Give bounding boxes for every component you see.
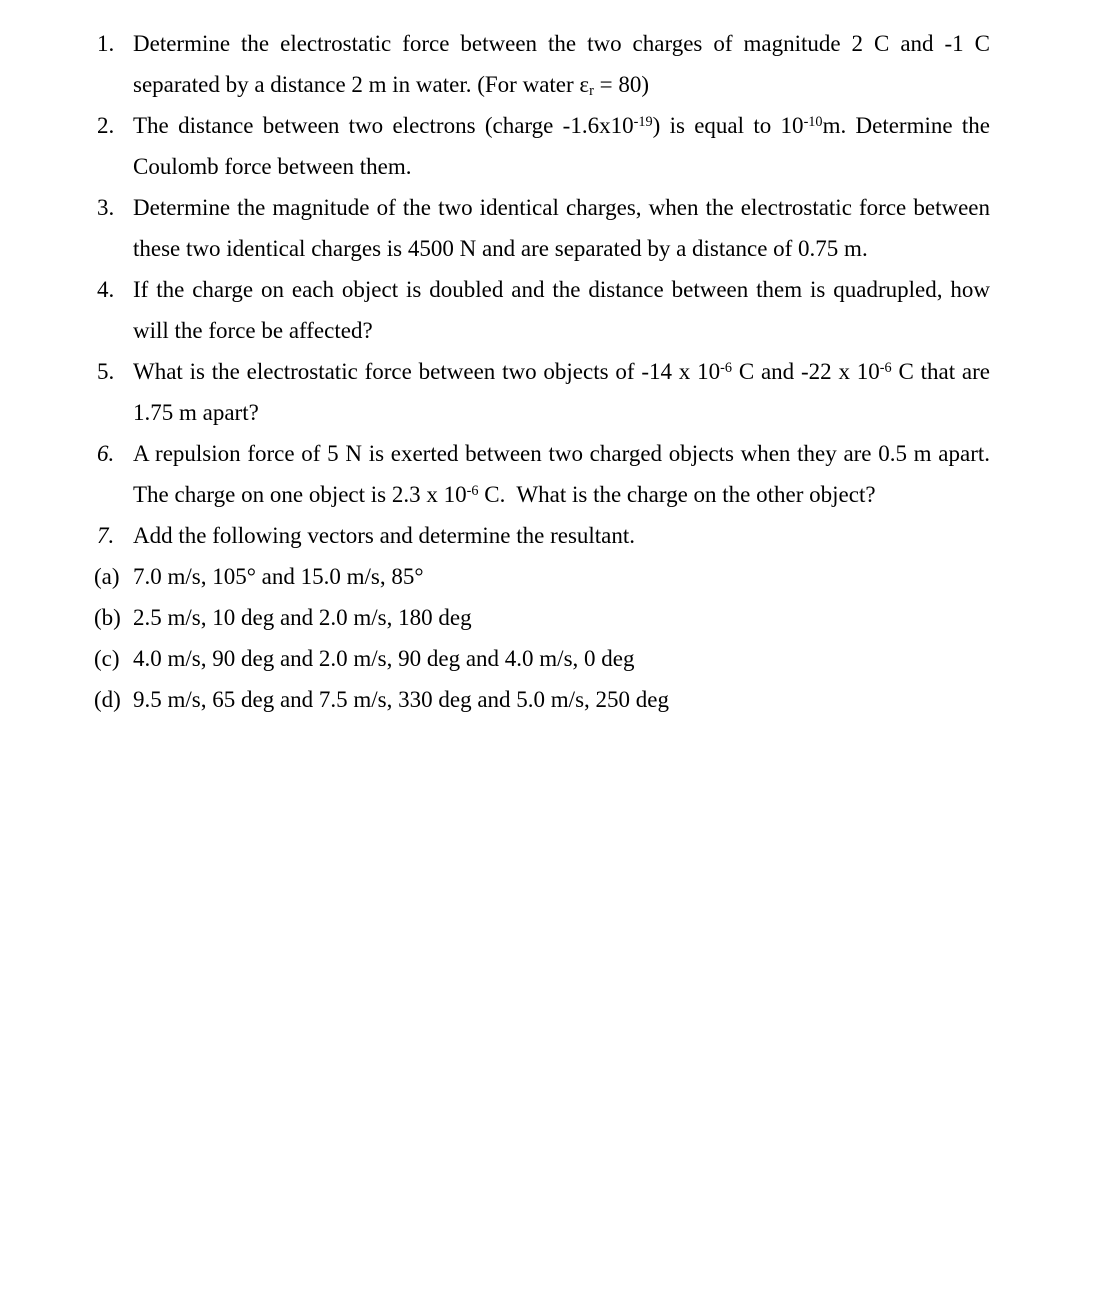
vector-subitem-marker: (d) — [94, 687, 121, 712]
problem-item-text — [133, 113, 990, 179]
text-run: C. What is the charge on the other object? — [478, 482, 876, 507]
problem-item-text — [133, 277, 990, 343]
vector-subitem-text — [133, 646, 635, 671]
vector-subitem-marker: (b) — [94, 605, 121, 630]
problem-list — [94, 23, 990, 720]
text-run: Determine the magnitude of the two identical charges, when the electrostatic force between these two identical charges is 4500 N and are separated by a distance of 0.75 m. — [133, 195, 990, 261]
problem-item-text — [133, 441, 990, 507]
text-run: 4.0 m/s, 90 deg and 2.0 m/s, 90 deg and 4.0 m/s, 0 deg — [133, 646, 635, 671]
vector-subitem — [94, 556, 990, 597]
problem-item-marker: 3. — [97, 195, 115, 220]
vector-subitem — [94, 638, 990, 679]
superscript-run: -6 — [466, 482, 479, 499]
problem-item — [97, 433, 990, 515]
vector-subitem-marker: (a) — [94, 564, 120, 589]
text-run: The distance between two electrons (charge -1.6x10 — [133, 113, 634, 138]
vector-subitem-text — [133, 564, 424, 589]
superscript-run: -19 — [633, 113, 653, 130]
vector-subitem — [94, 679, 990, 720]
problem-item-marker: 5. — [97, 359, 115, 384]
superscript-run: -6 — [879, 359, 892, 376]
problem-item — [97, 351, 990, 433]
subscript-run: r — [589, 82, 594, 99]
problem-item — [97, 23, 990, 105]
text-run: 9.5 m/s, 65 deg and 7.5 m/s, 330 deg and 5.0 m/s, 250 deg — [133, 687, 669, 712]
problem-item-marker: 4. — [97, 277, 115, 302]
problem-item-marker: 1. — [97, 31, 115, 56]
vector-subitem-marker: (c) — [94, 646, 120, 671]
superscript-run: -6 — [720, 359, 732, 376]
vector-subitem-text — [133, 687, 669, 712]
problem-item-marker: 6. — [97, 441, 115, 466]
problem-item — [97, 105, 990, 187]
vector-subitem — [94, 597, 990, 638]
text-run: A repulsion force of 5 N is exerted between two charged objects when they are 0.5 m apart. The charge on one object is 2.3 x 10 — [133, 441, 990, 507]
vector-subitem-text — [133, 605, 472, 630]
problem-item-marker: 2. — [97, 113, 115, 138]
text-run: 2.5 m/s, 10 deg and 2.0 m/s, 180 deg — [133, 605, 472, 630]
problem-item — [97, 269, 990, 351]
text-run: ) is equal to 10 — [652, 113, 804, 138]
problem-item-text — [133, 195, 990, 261]
problem-item — [97, 515, 990, 556]
problem-item-text — [133, 359, 990, 425]
problem-item-text — [133, 523, 635, 548]
text-run: C and -22 x 10 — [732, 359, 880, 384]
text-run: What is the electrostatic force between two objects of -14 x 10 — [133, 359, 721, 384]
text-run: Add the following vectors and determine the resultant. — [133, 523, 636, 548]
text-run: Determine the electrostatic force between the two charges of magnitude 2 C and -1 C separated by a distance 2 m in water. (For water ε — [133, 31, 990, 97]
problem-item-text — [133, 31, 990, 97]
text-run: = 80) — [593, 72, 649, 97]
text-run: C that are 1.75 m apart? — [133, 359, 990, 425]
text-run: m. Determine the Coulomb force between them. — [133, 113, 990, 179]
problem-item-marker: 7. — [97, 523, 115, 548]
problem-item — [97, 187, 990, 269]
superscript-run: -10 — [803, 113, 823, 130]
text-run: 7.0 m/s, 105° and 15.0 m/s, 85° — [133, 564, 424, 589]
text-run: If the charge on each object is doubled and the distance between them is quadrupled, how will the force be affected? — [133, 277, 990, 343]
